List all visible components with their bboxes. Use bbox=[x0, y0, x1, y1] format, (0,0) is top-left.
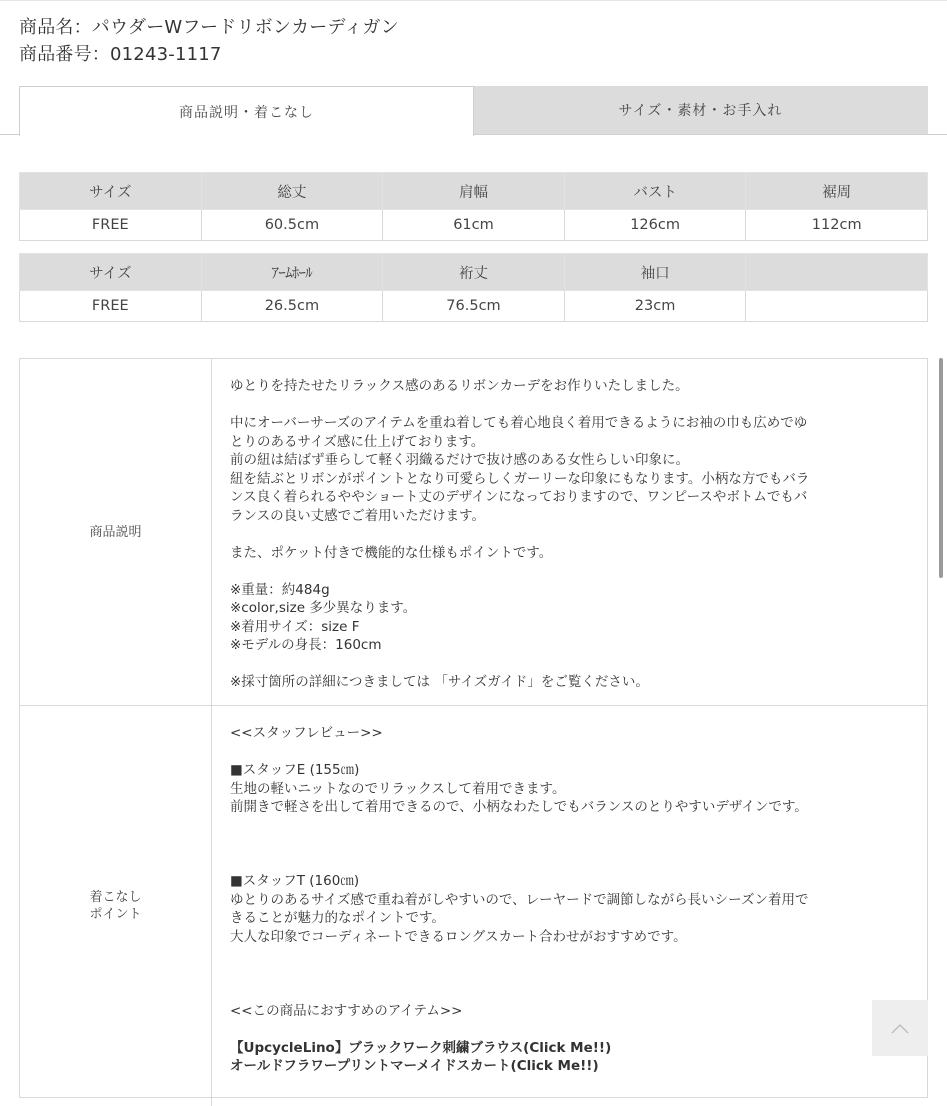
text-line: ※モデルの身長：160cm bbox=[230, 637, 382, 653]
text-line: とりのあるサイズ感に仕上げております。 bbox=[230, 433, 485, 450]
header-cell: バスト bbox=[564, 173, 746, 210]
recommended-item-link[interactable]: 【UpcycleLino】ブラックワーク刺繍ブラウス(Click Me!!) bbox=[230, 1039, 612, 1056]
table-cell: 112cm bbox=[746, 210, 928, 241]
line-gap bbox=[230, 946, 905, 965]
header-cell: 袖口 bbox=[564, 254, 746, 291]
recommended-item-link[interactable]: オールドフラワープリントマーメイドスカート(Click Me!!) bbox=[230, 1058, 599, 1074]
line-gap bbox=[230, 854, 905, 873]
back-to-top-button[interactable] bbox=[872, 1000, 928, 1056]
line-gap bbox=[230, 983, 905, 1002]
table-cell: FREE bbox=[20, 291, 202, 322]
text-line: 前の紐は結ばず垂らして軽く羽織るだけで抜け感のある女性らしい印象に。 bbox=[230, 452, 689, 468]
chevron-up-icon bbox=[891, 1019, 909, 1038]
table-header-row bbox=[20, 173, 928, 210]
line-gap bbox=[230, 562, 905, 581]
description-text bbox=[230, 377, 905, 692]
text-line: ■スタッフT (160㎝) bbox=[230, 873, 360, 889]
tab-description[interactable]: 商品説明・着こなし bbox=[19, 86, 474, 136]
description-row bbox=[20, 359, 927, 706]
size-table-1 bbox=[19, 172, 928, 241]
product-meta bbox=[19, 14, 399, 68]
text-line: ランスの良い丈感でご着用いただけます。 bbox=[230, 507, 486, 524]
table-cell: 23cm bbox=[564, 291, 746, 322]
text-line: ■スタッフE (155㎝) bbox=[230, 762, 360, 778]
text-line: <<スタッフレビュー>> bbox=[230, 725, 383, 741]
text-line: ※重量：約484g bbox=[230, 581, 330, 598]
text-line: ゆとりのあるサイズ感で重ね着がしやすいので、レーヤードで調節しながら長いシーズン着用で bbox=[230, 891, 809, 908]
tab-size-material[interactable]: サイズ・素材・お手入れ bbox=[473, 86, 928, 134]
text-line: ゆとりを持たせたリラックス感のあるリボンカーデをお作りいたしました。 bbox=[230, 378, 689, 394]
description-table bbox=[19, 358, 928, 1098]
table-cell-empty bbox=[746, 291, 928, 322]
line-gap bbox=[230, 965, 905, 984]
text-line: また、ポケット付きで機能的な仕様もポイントです。 bbox=[230, 544, 553, 561]
header-cell-armhole: ｱｰﾑﾎｰﾙ bbox=[201, 254, 383, 291]
line-gap bbox=[230, 396, 905, 415]
text-line: ※採寸箇所の詳細につきましては 「サイズガイド」をご覧ください。 bbox=[230, 674, 649, 690]
header-cell-empty bbox=[746, 254, 928, 291]
styling-text bbox=[230, 724, 905, 1076]
header-cell: 裾周 bbox=[746, 173, 928, 210]
header-cell: サイズ bbox=[20, 254, 202, 291]
top-divider bbox=[0, 0, 947, 1]
header-cell: 総丈 bbox=[201, 173, 383, 210]
text-line: 生地の軽いニットなのでリラックスして着用できます。 bbox=[230, 780, 566, 797]
table-row bbox=[20, 291, 928, 322]
text-line: 中にオーバーサーズのアイテムを重ね着しても着心地良く着用できるようにお袖の巾も広めでゆ bbox=[230, 415, 808, 431]
table-header-row bbox=[20, 254, 928, 291]
line-gap bbox=[230, 655, 905, 674]
scrollbar-thumb[interactable] bbox=[939, 358, 943, 578]
styling-label-line: 着こなし bbox=[89, 890, 142, 905]
table-cell: 26.5cm bbox=[201, 291, 383, 322]
line-gap bbox=[230, 817, 905, 836]
header-cell: サイズ bbox=[20, 173, 202, 210]
line-gap bbox=[230, 1020, 905, 1039]
text-line: ンス良く着られるややショート丈のデザインになっておりますので、ワンピースやボトムでもバ bbox=[230, 489, 808, 505]
tab-bar bbox=[0, 86, 947, 135]
text-line: きることが魅力的なポイントです。 bbox=[230, 910, 445, 926]
table-cell: 76.5cm bbox=[383, 291, 565, 322]
text-line: ※color,size 多少異なります。 bbox=[230, 600, 417, 616]
styling-row bbox=[20, 706, 927, 1106]
text-line: <<この商品におすすめのアイテム>> bbox=[230, 1002, 463, 1019]
line-gap bbox=[230, 525, 905, 544]
line-gap bbox=[230, 835, 905, 854]
text-line: ※着用サイズ：size F bbox=[230, 618, 360, 635]
header-cell: 裄丈 bbox=[383, 254, 565, 291]
size-table-2 bbox=[19, 253, 928, 322]
table-cell: 60.5cm bbox=[201, 210, 383, 241]
header-cell: 肩幅 bbox=[383, 173, 565, 210]
text-line: 紐を結ぶとリボンがポイントとなり可愛らしくガーリーな印象にもなります。小柄な方でもバラ bbox=[230, 470, 810, 487]
text-line: 前開きで軽さを出して着用できるので、小柄なわたしでもバランスのとりやすいデザインです。 bbox=[230, 799, 808, 815]
table-cell: 126cm bbox=[564, 210, 746, 241]
product-number: 商品番号：01243-1117 bbox=[19, 44, 222, 65]
product-name: 商品名：パウダーWフードリボンカーディガン bbox=[19, 17, 399, 38]
line-gap bbox=[230, 743, 905, 762]
text-line: 大人な印象でコーディネートできるロングスカート合わせがおすすめです。 bbox=[230, 928, 687, 945]
table-row bbox=[20, 210, 928, 241]
table-cell: 61cm bbox=[383, 210, 565, 241]
description-label: 商品説明 bbox=[20, 359, 212, 705]
styling-label-line: ポイント bbox=[89, 907, 142, 922]
table-cell: FREE bbox=[20, 210, 202, 241]
styling-label bbox=[20, 706, 212, 1106]
